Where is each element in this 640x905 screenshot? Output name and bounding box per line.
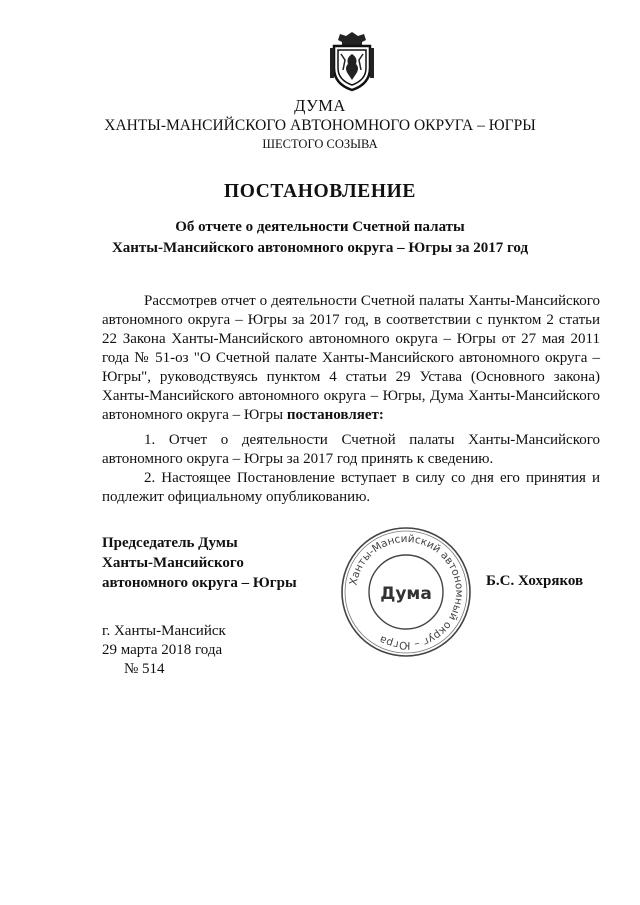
document-type-heading: ПОСТАНОВЛЕНИЕ: [223, 181, 417, 202]
signatory-position: [102, 533, 297, 593]
position-line-2: Ханты-Мансийского: [102, 555, 244, 571]
place-date-number: [102, 622, 226, 679]
resolution-item-1: 1. Отчет о деятельности Счетной палаты Ханты-Мансийского автономного округа – Югры за 2017 год принять к сведению.: [102, 432, 600, 467]
resolution-items: [102, 431, 600, 507]
seal-center-text: Дума: [380, 584, 432, 604]
signatory-name: Б.С. Хохряков: [486, 573, 584, 589]
subject-line-2: Ханты-Мансийского автономного округа – Югры за 2017 год: [111, 240, 529, 256]
coat-of-arms-icon: [328, 30, 376, 92]
official-seal: [338, 524, 474, 660]
position-line-3: автономного округа – Югры: [102, 575, 297, 591]
seal-ring-text: Ханты-Мансийский автономный округ – Югра: [347, 532, 466, 652]
preamble-text: Рассмотрев отчет о деятельности Счетной палаты Ханты-Мансийского автономного округа – Югры за 2017 год, в соответствии с пунктом 2 статьи 22 Закона Ханты-Мансийского автономного округа – Югры от 27 мая 2011 года № 51-оз "О Счетной палате Ханты-Мансийского автономного округа – Югры", руководствуясь пунктом 4 статьи 29 Устава (Основного закона) Ханты-Мансийского автономного округа – Югры, Дума Ханты-Мансийского автономного округа – Югры: [102, 293, 600, 423]
document-number: № 514: [124, 661, 165, 677]
subject-line-1: Об отчете о деятельности Счетной палаты: [175, 219, 465, 235]
resolves-word: постановляет:: [286, 407, 384, 423]
city: г. Ханты-Мансийск: [102, 623, 226, 639]
preamble-paragraph: [102, 292, 600, 425]
position-line-1: Председатель Думы: [102, 535, 238, 551]
date: 29 марта 2018 года: [102, 642, 223, 658]
resolution-item-2: 2. Настоящее Постановление вступает в силу со дня его принятия и подлежит официальному опубликованию.: [102, 470, 600, 505]
convocation-title: ШЕСТОГО СОЗЫВА: [262, 137, 378, 151]
region-title: ХАНТЫ-МАНСИЙСКОГО АВТОНОМНОГО ОКРУГА – ЮГРЫ: [104, 117, 536, 134]
org-title: ДУМА: [294, 96, 346, 115]
